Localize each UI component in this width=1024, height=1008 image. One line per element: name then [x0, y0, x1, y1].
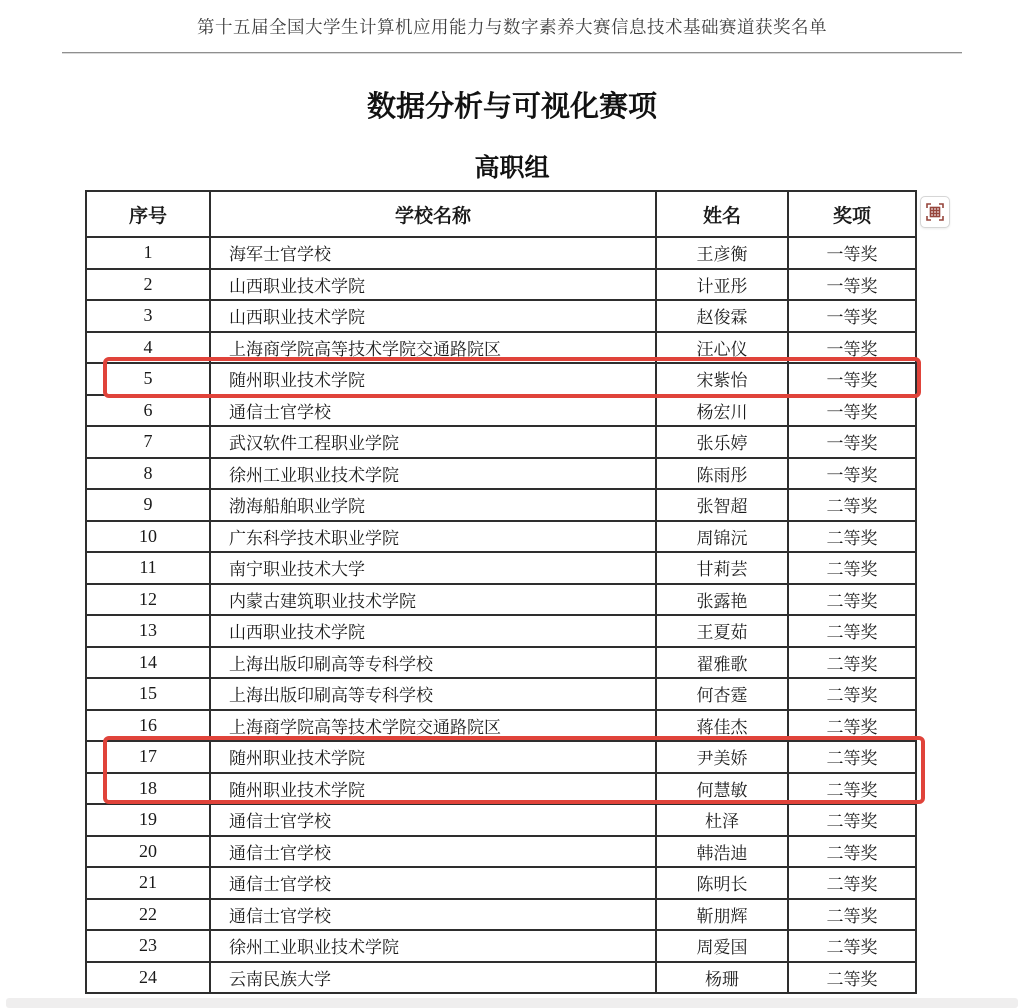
cell-school: 上海商学院高等技术学院交通路院区 — [210, 710, 656, 742]
cell-no: 23 — [86, 930, 210, 962]
cell-school: 海军士官学校 — [210, 237, 656, 269]
header-school: 学校名称 — [210, 191, 656, 237]
cell-award: 二等奖 — [788, 552, 916, 584]
cell-school: 上海出版印刷高等专科学校 — [210, 678, 656, 710]
table-row — [86, 332, 916, 364]
cell-award: 二等奖 — [788, 962, 916, 994]
cell-award: 二等奖 — [788, 836, 916, 868]
cell-name: 周锦沅 — [656, 521, 788, 553]
cell-award: 一等奖 — [788, 426, 916, 458]
cell-no: 17 — [86, 741, 210, 773]
table-row — [86, 237, 916, 269]
header-no: 序号 — [86, 191, 210, 237]
cell-award: 一等奖 — [788, 237, 916, 269]
cell-no: 1 — [86, 237, 210, 269]
table-row — [86, 773, 916, 805]
cell-name: 陈明长 — [656, 867, 788, 899]
table-header-row — [86, 191, 916, 237]
cell-no: 18 — [86, 773, 210, 805]
cell-school: 武汉软件工程职业学院 — [210, 426, 656, 458]
cell-name: 尹美娇 — [656, 741, 788, 773]
table-body — [86, 237, 916, 993]
cell-school: 通信士官学校 — [210, 836, 656, 868]
table-row — [86, 741, 916, 773]
cell-no: 13 — [86, 615, 210, 647]
table-row — [86, 678, 916, 710]
cell-no: 12 — [86, 584, 210, 616]
cell-no: 24 — [86, 962, 210, 994]
cell-name: 杨宏川 — [656, 395, 788, 427]
cell-award: 一等奖 — [788, 363, 916, 395]
cell-award: 二等奖 — [788, 804, 916, 836]
cell-school: 山西职业技术学院 — [210, 615, 656, 647]
title-divider — [62, 52, 962, 54]
award-table — [85, 190, 917, 994]
cell-award: 二等奖 — [788, 741, 916, 773]
cell-name: 张乐婷 — [656, 426, 788, 458]
table-row — [86, 552, 916, 584]
cell-name: 韩浩迪 — [656, 836, 788, 868]
cell-school: 随州职业技术学院 — [210, 363, 656, 395]
cell-award: 二等奖 — [788, 899, 916, 931]
table-row — [86, 426, 916, 458]
section-title: 数据分析与可视化赛项 — [366, 91, 657, 123]
cell-no: 11 — [86, 552, 210, 584]
cell-award: 一等奖 — [788, 395, 916, 427]
cell-no: 7 — [86, 426, 210, 458]
cell-school: 上海出版印刷高等专科学校 — [210, 647, 656, 679]
table-row — [86, 930, 916, 962]
cell-award: 一等奖 — [788, 332, 916, 364]
cell-name: 杜泽 — [656, 804, 788, 836]
table-row — [86, 489, 916, 521]
cell-name: 汪心仪 — [656, 332, 788, 364]
cell-award: 二等奖 — [788, 489, 916, 521]
cell-no: 22 — [86, 899, 210, 931]
table-row — [86, 647, 916, 679]
cell-name: 宋紫怡 — [656, 363, 788, 395]
table-row — [86, 836, 916, 868]
table-row — [86, 363, 916, 395]
header-name: 姓名 — [656, 191, 788, 237]
cell-school: 山西职业技术学院 — [210, 269, 656, 301]
cell-no: 21 — [86, 867, 210, 899]
cell-award: 二等奖 — [788, 647, 916, 679]
cell-name: 周爱国 — [656, 930, 788, 962]
cell-no: 16 — [86, 710, 210, 742]
cell-award: 一等奖 — [788, 300, 916, 332]
cell-school: 上海商学院高等技术学院交通路院区 — [210, 332, 656, 364]
cell-name: 翟雅歌 — [656, 647, 788, 679]
cell-award: 二等奖 — [788, 615, 916, 647]
cell-school: 徐州工业职业技术学院 — [210, 930, 656, 962]
cell-no: 5 — [86, 363, 210, 395]
table-row — [86, 615, 916, 647]
cell-award: 二等奖 — [788, 710, 916, 742]
cell-school: 随州职业技术学院 — [210, 741, 656, 773]
table-row — [86, 458, 916, 490]
cell-name: 计亚彤 — [656, 269, 788, 301]
cell-no: 20 — [86, 836, 210, 868]
cell-award: 二等奖 — [788, 867, 916, 899]
cell-no: 14 — [86, 647, 210, 679]
cell-school: 随州职业技术学院 — [210, 773, 656, 805]
cell-school: 云南民族大学 — [210, 962, 656, 994]
group-title: 高职组 — [474, 154, 550, 182]
cell-name: 何慧敏 — [656, 773, 788, 805]
cell-name: 甘莉芸 — [656, 552, 788, 584]
table-row — [86, 269, 916, 301]
cell-name: 张智超 — [656, 489, 788, 521]
table-capture-button[interactable] — [920, 196, 950, 228]
cell-no: 15 — [86, 678, 210, 710]
table-row — [86, 867, 916, 899]
page-bottom-edge — [6, 998, 1018, 1008]
table-row — [86, 300, 916, 332]
table-row — [86, 804, 916, 836]
document-title: 第十五届全国大学生计算机应用能力与数字素养大赛信息技术基础赛道获奖名单 — [197, 17, 827, 37]
table-row — [86, 710, 916, 742]
cell-name: 蒋佳杰 — [656, 710, 788, 742]
cell-name: 王夏茹 — [656, 615, 788, 647]
cell-school: 南宁职业技术大学 — [210, 552, 656, 584]
cell-school: 内蒙古建筑职业技术学院 — [210, 584, 656, 616]
cell-school: 广东科学技术职业学院 — [210, 521, 656, 553]
cell-school: 通信士官学校 — [210, 804, 656, 836]
cell-award: 一等奖 — [788, 269, 916, 301]
cell-no: 6 — [86, 395, 210, 427]
cell-name: 何杏霆 — [656, 678, 788, 710]
cell-school: 山西职业技术学院 — [210, 300, 656, 332]
cell-name: 赵俊霖 — [656, 300, 788, 332]
cell-school: 徐州工业职业技术学院 — [210, 458, 656, 490]
cell-award: 一等奖 — [788, 458, 916, 490]
cell-no: 8 — [86, 458, 210, 490]
cell-no: 3 — [86, 300, 210, 332]
table-row — [86, 521, 916, 553]
cell-award: 二等奖 — [788, 773, 916, 805]
cell-no: 4 — [86, 332, 210, 364]
cell-no: 9 — [86, 489, 210, 521]
header-award: 奖项 — [788, 191, 916, 237]
cell-school: 通信士官学校 — [210, 899, 656, 931]
cell-name: 杨珊 — [656, 962, 788, 994]
cell-school: 通信士官学校 — [210, 395, 656, 427]
cell-name: 靳朋辉 — [656, 899, 788, 931]
cell-name: 王彦衡 — [656, 237, 788, 269]
cell-no: 19 — [86, 804, 210, 836]
table-row — [86, 395, 916, 427]
cell-award: 二等奖 — [788, 521, 916, 553]
table-capture-icon — [926, 203, 944, 221]
cell-award: 二等奖 — [788, 930, 916, 962]
cell-name: 张露艳 — [656, 584, 788, 616]
table-row — [86, 584, 916, 616]
cell-school: 渤海船舶职业学院 — [210, 489, 656, 521]
cell-name: 陈雨彤 — [656, 458, 788, 490]
table-row — [86, 962, 916, 994]
cell-award: 二等奖 — [788, 584, 916, 616]
cell-school: 通信士官学校 — [210, 867, 656, 899]
cell-no: 2 — [86, 269, 210, 301]
cell-no: 10 — [86, 521, 210, 553]
table-row — [86, 899, 916, 931]
cell-award: 二等奖 — [788, 678, 916, 710]
